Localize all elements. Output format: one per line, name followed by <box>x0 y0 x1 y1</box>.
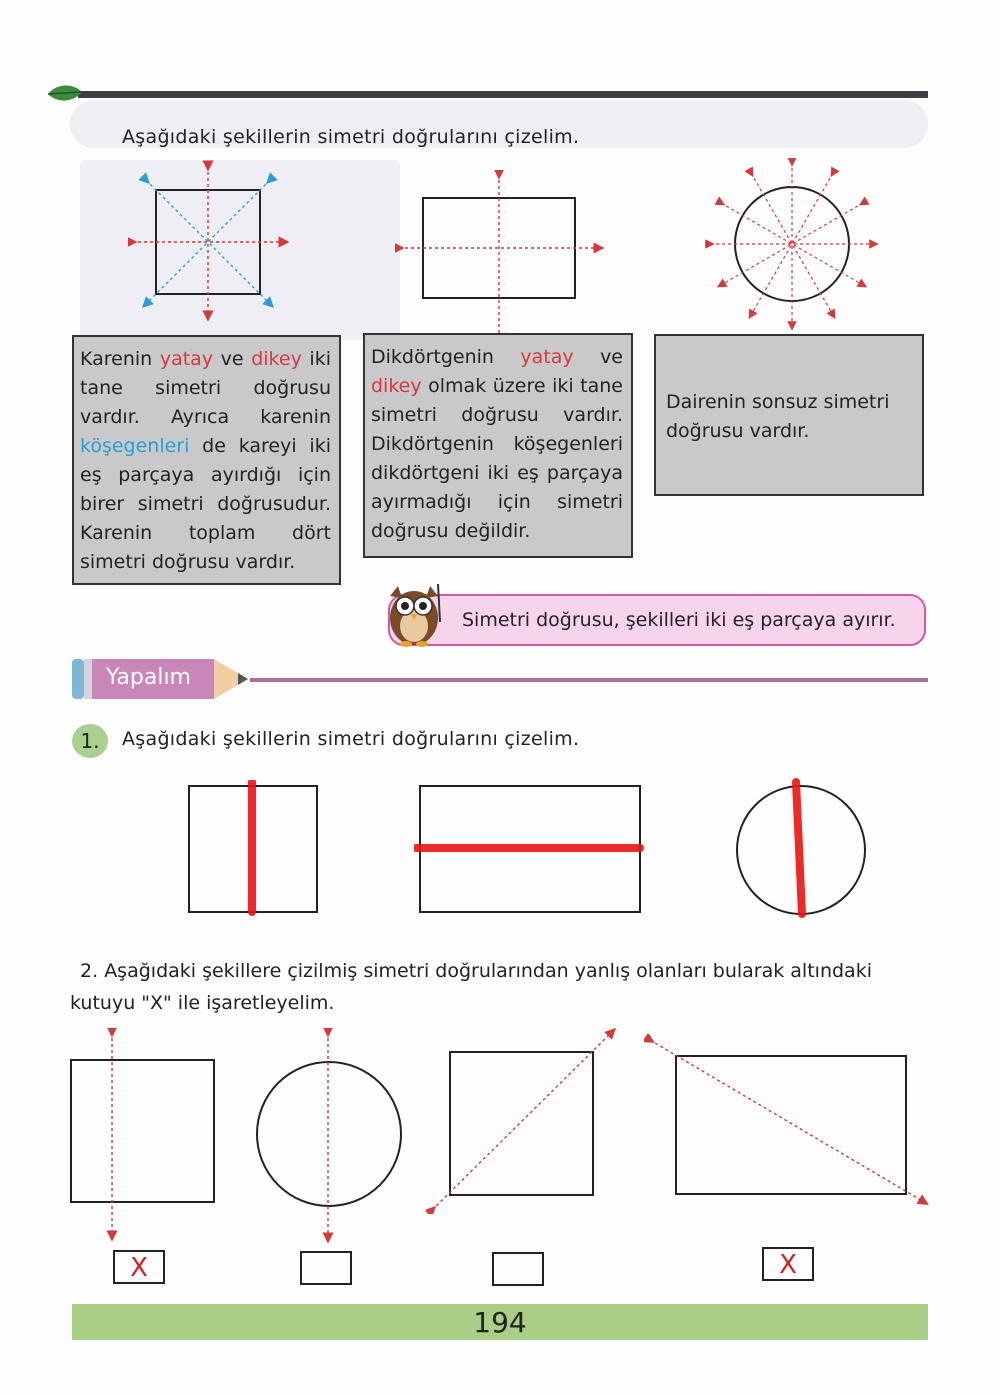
answer-box-1[interactable]: X <box>113 1250 165 1284</box>
section-pencil-label <box>72 657 250 701</box>
leaf-icon <box>46 80 86 106</box>
q2-text: Aşağıdaki şekillere çizilmiş simetri doğrularından yanlış olanları bularak altındaki kutuyu "X" ile işaretleyelim. <box>70 960 872 1014</box>
page-number: 194 <box>473 1306 527 1339</box>
circle-symmetry-figure <box>704 158 880 334</box>
q1-circle-answer <box>734 778 870 918</box>
q2-square-vertical-figure <box>68 1028 218 1242</box>
answer-box-2[interactable] <box>300 1251 352 1285</box>
square-explanation-text: Karenin yatay ve dikey iki tane simetri doğrusu vardır. Ayrıca karenin köşegenleri de kareyi iki eş parçaya ayırdığı için birer simetri doğrusudur. Karenin toplam dört simetri doğrusu vardır. <box>80 348 331 573</box>
rectangle-explanation-text: Dikdörtgenin yatay ve dikey olmak üzere iki tane simetri doğrusu vardır. Dikdörtgenin köşegenleri dikdörtgeni iki eş parçaya ayırmadığı için simetri doğrusu değildir. <box>371 346 623 542</box>
intro-heading: Aşağıdaki şekillerin simetri doğrularını çizelim. <box>122 126 580 148</box>
q1-square-answer <box>186 780 322 916</box>
q2-square-diagonal-figure <box>426 1028 620 1214</box>
answer-box-4[interactable]: X <box>762 1247 814 1281</box>
q2-number: 2. <box>80 960 99 982</box>
tip-bubble <box>388 594 926 646</box>
footer-bar <box>72 1304 928 1340</box>
answer-box-3[interactable] <box>492 1252 544 1286</box>
q1-rectangle-answer <box>414 782 646 916</box>
q1-number-badge: 1. <box>72 724 108 758</box>
owl-teacher-icon <box>384 578 448 648</box>
rectangle-explanation-box <box>363 333 633 558</box>
q2-rectangle-diagonal-figure <box>644 1034 930 1210</box>
square-explanation-box <box>72 335 341 585</box>
circle-explanation-text: Dairenin sonsuz simetri doğrusu vardır. <box>666 391 890 442</box>
q1-prompt: Aşağıdaki şekillerin simetri doğrularını çizelim. <box>122 728 580 750</box>
tip-text: Simetri doğrusu, şekilleri iki eş parçaya ayırır. <box>462 609 896 631</box>
section-label: Yapalım <box>106 665 191 690</box>
section-rule <box>250 678 928 682</box>
header-rule <box>78 91 928 98</box>
square-symmetry-figure <box>128 160 292 322</box>
circle-explanation-box <box>654 334 924 496</box>
q2-circle-vertical-figure <box>254 1028 404 1244</box>
q2-prompt <box>70 955 930 1019</box>
rectangle-symmetry-figure <box>395 170 605 350</box>
